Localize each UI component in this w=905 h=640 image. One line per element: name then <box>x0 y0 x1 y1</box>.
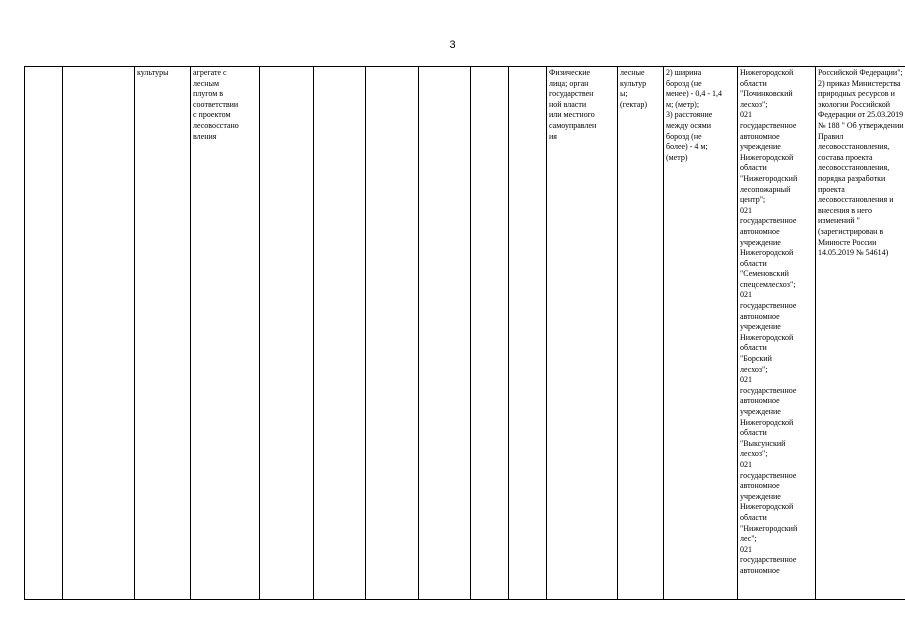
table-cell-11: Физические лица; орган государствен ной власти или местного самоуправлен ия <box>547 67 618 600</box>
table-cell-8 <box>419 67 471 600</box>
table-cell-14: Нижегородской области "Починковский лесхоз"; 021 государственное автономное учреждение Нижегородской области "Нижегородский лесопожарный центр"; 021 государственное автономное учреждение Нижегородской области "Семеновский спецсемлесхоз"; 021 государственное автономное учреждение Нижегородской области "Борский лесхоз"; 021 государственное автономное учреждение Нижегородской области "Выксунский лесхоз"; 021 государственное автономное учреждение Нижегородской области "Нижегородский лес"; 021 государственное автономное <box>738 67 816 600</box>
table-cell-7 <box>366 67 419 600</box>
table-cell-9 <box>471 67 509 600</box>
table-cell-1 <box>25 67 63 600</box>
table-row <box>25 67 905 600</box>
table-cell-4: агрегате с лесным плугом в соответствии с проектом лесовосстано вления <box>191 67 260 600</box>
table-cell-12: лесные культур ы; (гектар) <box>618 67 664 600</box>
table-cell-10 <box>509 67 547 600</box>
table-cell-13: 2) ширина борозд (не менее) - 0,4 - 1,4 м; (метр); 3) расстояние между осями борозд (не более) - 4 м; (метр) <box>664 67 738 600</box>
table-cell-3: культуры <box>135 67 191 600</box>
table-cell-2 <box>63 67 135 600</box>
page-number: 3 <box>449 39 456 51</box>
table-cell-5 <box>260 67 314 600</box>
table-cell-6 <box>314 67 366 600</box>
table-cell-15: Российской Федерации"; 2) приказ Министерства природных ресурсов и экологии Российской Федерации от 25.03.2019 № 188 " Об утверждении Правил лесовосстановления, состава проекта лесовосстановления, порядка разработки проекта лесовосстановления и внесения в него изменений " (зарегистрирован в Минюсте России 14.05.2019 № 54614) <box>816 67 905 600</box>
document-table <box>24 66 905 600</box>
